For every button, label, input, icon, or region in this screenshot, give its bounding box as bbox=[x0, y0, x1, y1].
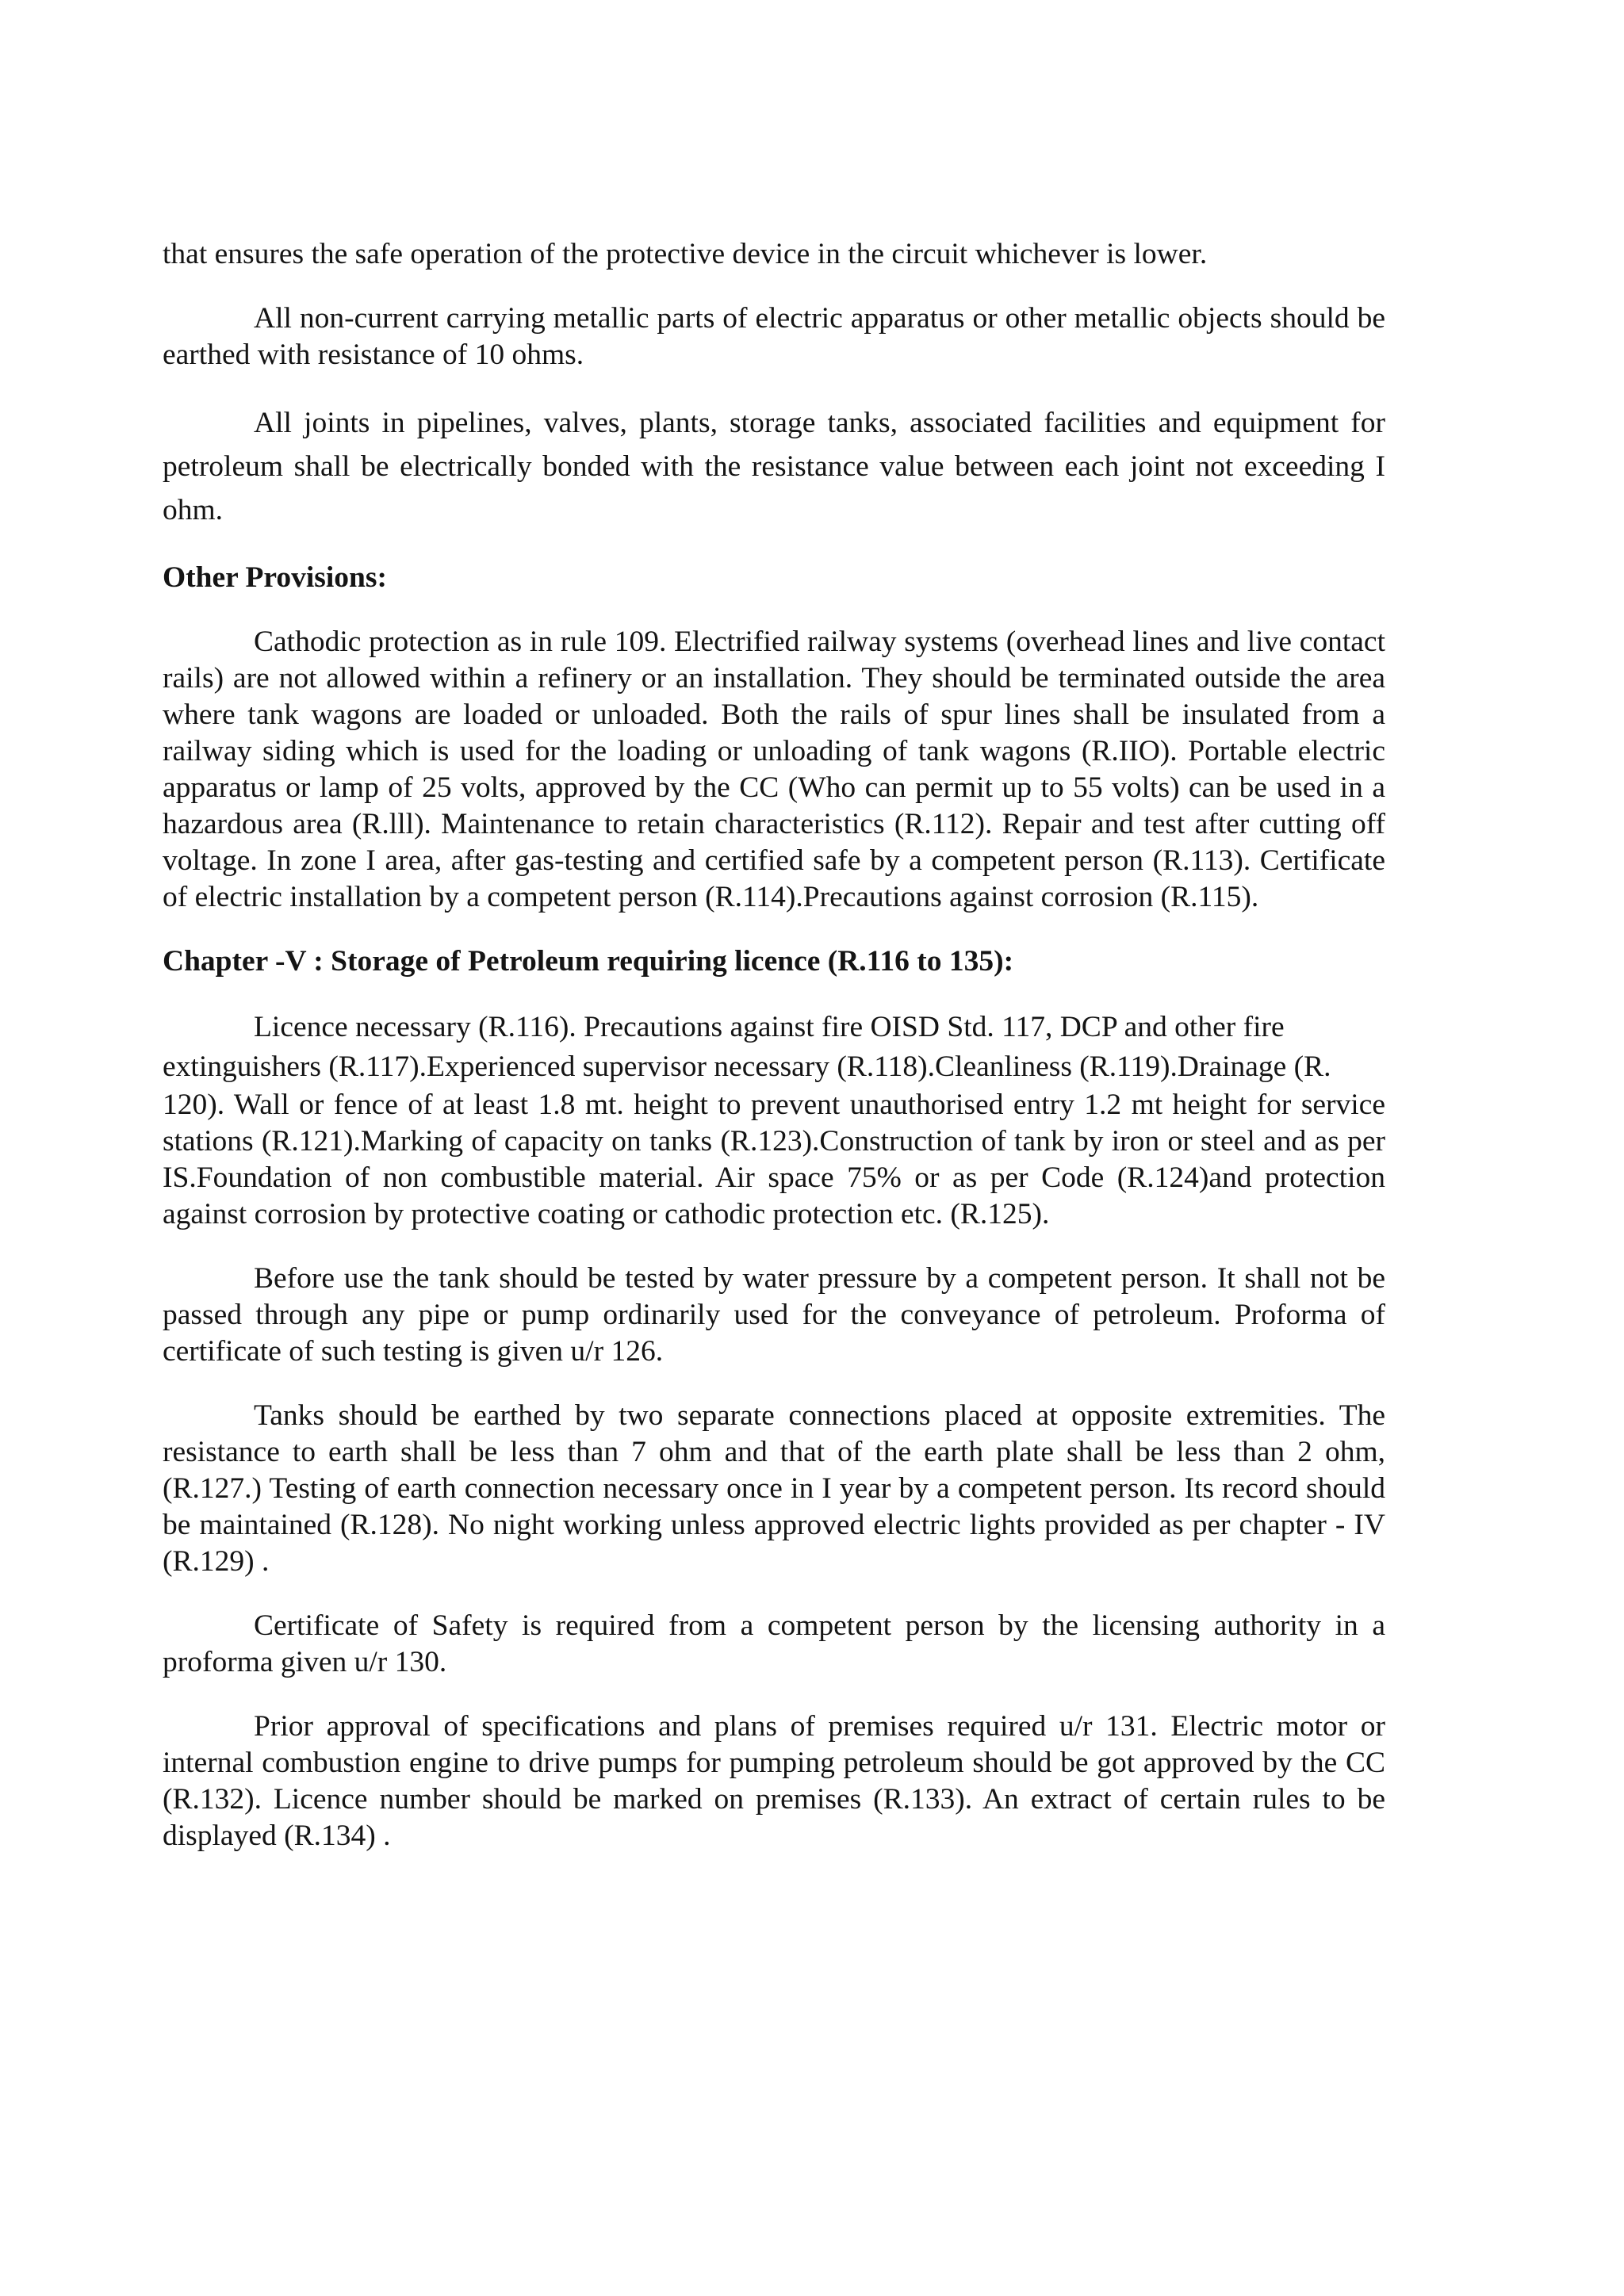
heading-other-provisions: Other Provisions: bbox=[163, 561, 387, 594]
paragraph-certificate-of-safety: Certificate of Safety is required from a competent person by the licensing authority in a proforma given u/r 130. bbox=[163, 1609, 1385, 1678]
document-body bbox=[163, 236, 1385, 1882]
paragraph-cathodic-protection: Cathodic protection as in rule 109. Electrified railway systems (overhead lines and live contact rails) are not allowed within a refinery or an installation. They should be terminated outside the area where tank wagons are loaded or unloaded. Both the rails of spur lines shall be insulated from a railway siding which is used for the loading or unloading of tank wagons (R.IIO). Portable electric apparatus or lamp of 25 volts, approved by the CC (Who can permit up to 55 volts) can be used in a hazardous area (R.lll). Maintenance to retain characteristics (R.112). Repair and test after cutting off voltage. In zone I area, after gas-testing and certified safe by a competent person (R.113). Certificate of electric installation by a competent person (R.114).Precautions against corrosion (R.115). bbox=[163, 626, 1385, 913]
paragraph-electrical-bonding: All joints in pipelines, valves, plants, storage tanks, associated facilities and equipment for petroleum shall be electrically bonded with the resistance value between each joint not exceeding I ohm. bbox=[163, 407, 1385, 526]
paragraph-protective-device: that ensures the safe operation of the protective device in the circuit whichever is lower. bbox=[163, 238, 1208, 270]
paragraph-licence-necessary: Licence necessary (R.116). Precautions against fire OISD Std. 117, DCP and other fire extinguishers (R.117).Experienced supervisor necessary (R.118).Cleanliness (R.119).Drainage (R. bbox=[163, 1011, 1331, 1083]
paragraph-prior-approval: Prior approval of specifications and plans of premises required u/r 131. Electric motor or internal combustion engine to drive pumps for pumping petroleum should be got approved by the CC (R.132). Licence number should be marked on premises (R.133). An extract of certain rules to be displayed (R.134) . bbox=[163, 1710, 1385, 1852]
paragraph-wall-or-fence: 120). Wall or fence of at least 1.8 mt. height to prevent unauthorised entry 1.2 mt height for service stations (R.121).Marking of capacity on tanks (R.123).Construction of tank by iron or steel and as per IS.Foundation of non combustible material. Air space 75% or as per Code (R.124)and protection against corrosion by protective coating or cathodic protection etc. (R.125). bbox=[163, 1089, 1385, 1230]
paragraph-earthing-metallic-parts: All non-current carrying metallic parts of electric apparatus or other metallic objects should be earthed with resistance of 10 ohms. bbox=[163, 302, 1385, 371]
paragraph-tank-earthing: Tanks should be earthed by two separate connections placed at opposite extremities. The resistance to earth shall be less than 7 ohm and that of the earth plate shall be less than 2 ohm, (R.127.) Testing of earth connection necessary once in I year by a competent person. Its record should be maintained (R.128). No night working unless approved electric lights provided as per chapter - IV (R.129) . bbox=[163, 1399, 1385, 1578]
heading-chapter-v: Chapter -V : Storage of Petroleum requiring licence (R.116 to 135): bbox=[163, 945, 1014, 978]
paragraph-tank-testing: Before use the tank should be tested by water pressure by a competent person. It shall not be passed through any pipe or pump ordinarily used for the conveyance of petroleum. Proforma of certificate of such testing is given u/r 126. bbox=[163, 1262, 1385, 1368]
